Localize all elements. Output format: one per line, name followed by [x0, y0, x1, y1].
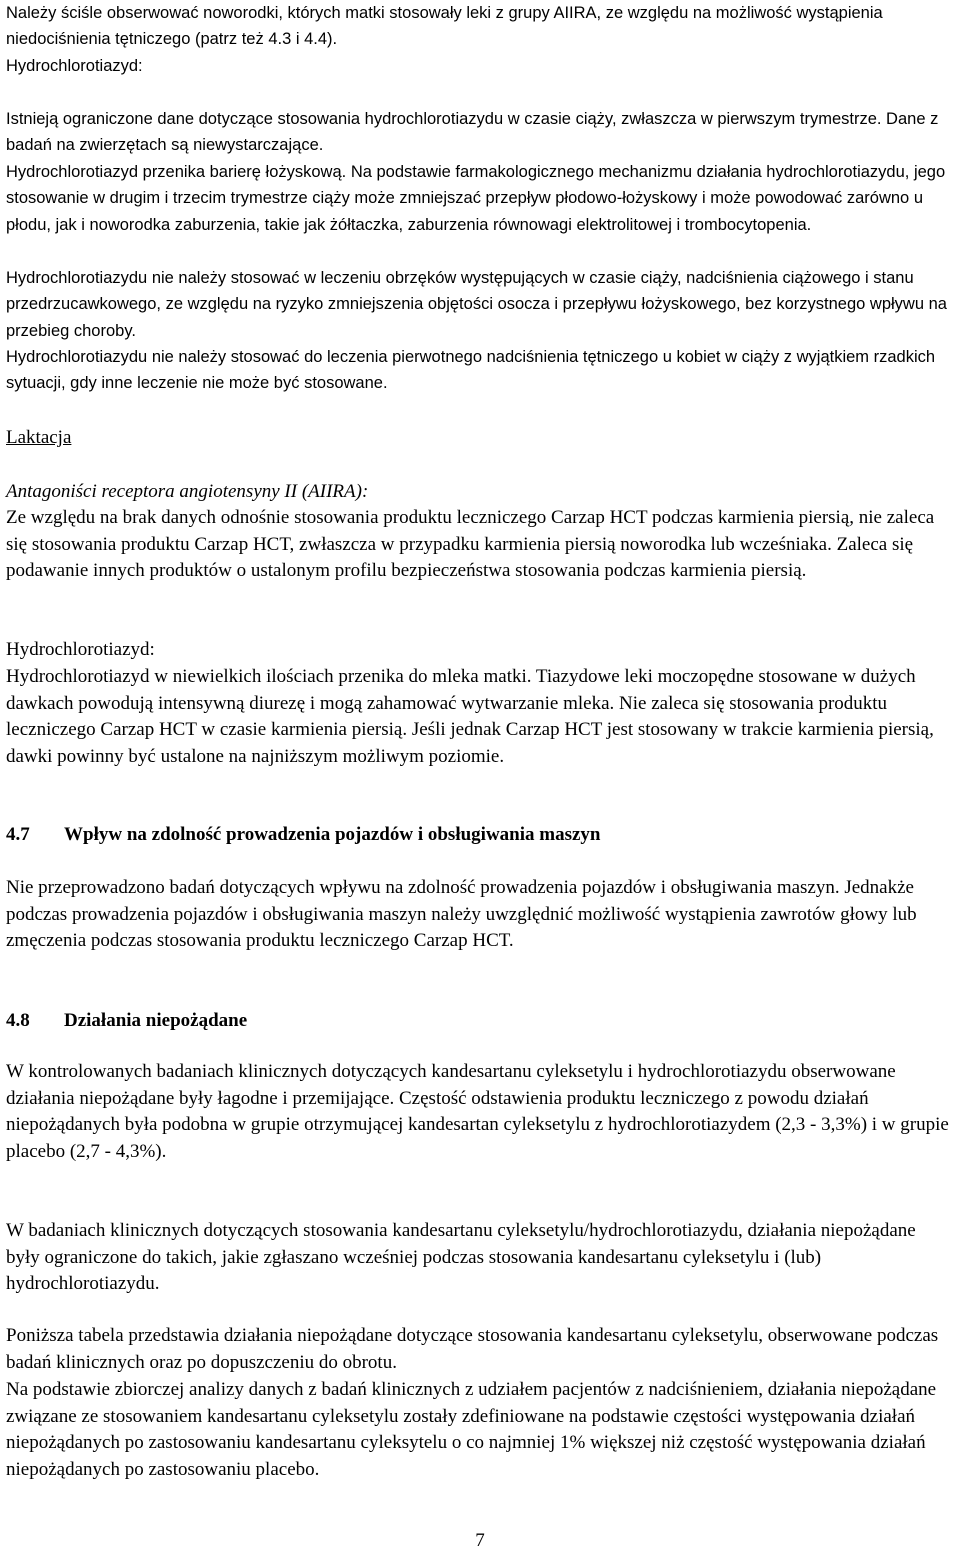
section-4-8-heading	[6, 1008, 950, 1034]
hct-pregnancy-paragraph-3: Hydrochlorotiazydu nie należy stosować w leczeniu obrzęków występujących w czasie ciąży, nadciśnienia ciążowego i stanu przedrzucawkowego, ze względu na ryzyko zmniejszenia objętości osocza i przepływu łożyskowego, bez korzystnego wpływu na przebieg choroby.	[6, 269, 947, 340]
section-4-8-title: Działania niepożądane	[64, 1010, 248, 1031]
section-4-7-number: 4.7	[6, 824, 30, 845]
section-4-8-paragraph-2: W badaniach klinicznych dotyczących stosowania kandesartanu cyleksetylu/hydrochlorotiazydu, działania niepożądane były ograniczone do takich, jakie zgłaszano wcześniej podczas stosowania kandesartanu cyleksetylu i (lub) hydrochlorotiazydu.	[6, 1220, 916, 1294]
lactation-heading: Laktacja	[6, 427, 72, 448]
hct-lactation-heading: Hydrochlorotiazyd:	[6, 639, 155, 660]
section-4-8-paragraph-4: Na podstawie zbiorczej analizy danych z badań klinicznych z udziałem pacjentów z nadciśnieniem, działania niepożądane związane ze stosowaniem kandesartanu cyleksetylu zostały zdefiniowane na podstawie częstości występowania działań niepożądanych po zastosowaniu kandesartanu cyleksytelu o co najmniej 1% większej niż częstość występowania działań niepożądanych po zastosowaniu placebo.	[6, 1379, 937, 1480]
section-4-8-number: 4.8	[6, 1010, 30, 1031]
section-4-8-paragraph-1: W kontrolowanych badaniach klinicznych dotyczących kandesartanu cyleksetylu i hydrochlorotiazydu obserwowane działania niepożądane były łagodne i przemijające. Częstość odstawienia produktu leczniczego z powodu działań niepożądanych była podobna w grupie otrzymującej kandesartan cyleksetylu z hydrochlorotiazydem (2,3 - 3,3%) i w grupie placebo (2,7 - 4,3%).	[6, 1061, 949, 1162]
neonate-monitoring-paragraph: Należy ściśle obserwować noworodki, których matki stosowały leki z grupy AIIRA, ze względu na możliwość wystąpienia niedociśnienia tętniczego (patrz też 4.3 i 4.4).	[6, 4, 883, 49]
hct-pregnancy-paragraph-4: Hydrochlorotiazydu nie należy stosować do leczenia pierwotnego nadciśnienia tętniczego u kobiet w ciąży z wyjątkiem rzadkich sytuacji, gdy inne leczenie nie może być stosowane.	[6, 348, 936, 393]
section-4-7-heading	[6, 822, 950, 848]
hct-lactation-paragraph: Hydrochlorotiazyd w niewielkich ilościach przenika do mleka matki. Tiazydowe leki moczopędne stosowane w dużych dawkach powodują intensywną diurezę i mogą zahamować wytwarzanie mleka. Nie zaleca się stosowania produktu leczniczego Carzap HCT w czasie karmienia piersią. Jeśli jednak Carzap HCT jest stosowany w trakcie karmienia piersią, dawki powinny być ustalone na najniższym możliwym poziomie.	[6, 666, 934, 767]
aiira-lactation-paragraph: Ze względu na brak danych odnośnie stosowania produktu leczniczego Carzap HCT podczas karmienia piersią, nie zaleca się stosowania produktu Carzap HCT, zwłaszcza w przypadku karmienia piersią noworodka lub wcześniaka. Zaleca się podawanie innych produktów o ustalonym profilu bezpieczeństwa stosowania podczas karmienia piersią.	[6, 507, 935, 581]
section-4-8-paragraph-3: Poniższa tabela przedstawia działania niepożądane dotyczące stosowania kandesartanu cyleksetylu, obserwowane podczas badań klinicznych oraz po dopuszczeniu do obrotu.	[6, 1325, 939, 1373]
aiira-lactation-heading: Antagoniści receptora angiotensyny II (AIIRA):	[6, 481, 369, 502]
hct-pregnancy-paragraph-2: Hydrochlorotiazyd przenika barierę łożyskową. Na podstawie farmakologicznego mechanizmu działania hydrochlorotiazydu, jego stosowanie w drugim i trzecim trymestrze ciąży może zmniejszać przepływ płodowo-łożyskowy i może powodować zarówno u płodu, jak i noworodka zaburzenia, takie jak żółtaczka, zaburzenia równowagi elektrolitowej i trombocytopenia.	[6, 163, 946, 234]
hct-pregnancy-paragraph-1: Istnieją ograniczone dane dotyczące stosowania hydrochlorotiazydu w czasie ciąży, zwłaszcza w pierwszym trymestrze. Dane z badań na zwierzętach są niewystarczające.	[6, 110, 939, 155]
section-4-7-title: Wpływ na zdolność prowadzenia pojazdów i obsługiwania maszyn	[64, 824, 601, 845]
page-number: 7	[475, 1530, 485, 1551]
hct-pregnancy-heading: Hydrochlorotiazyd:	[6, 57, 143, 75]
section-4-7-paragraph: Nie przeprowadzono badań dotyczących wpływu na zdolność prowadzenia pojazdów i obsługiwania maszyn. Jednakże podczas prowadzenia pojazdów i obsługiwania maszyn należy uwzględnić możliwość wystąpienia zawrotów głowy lub zmęczenia podczas stosowania produktu leczniczego Carzap HCT.	[6, 877, 917, 951]
